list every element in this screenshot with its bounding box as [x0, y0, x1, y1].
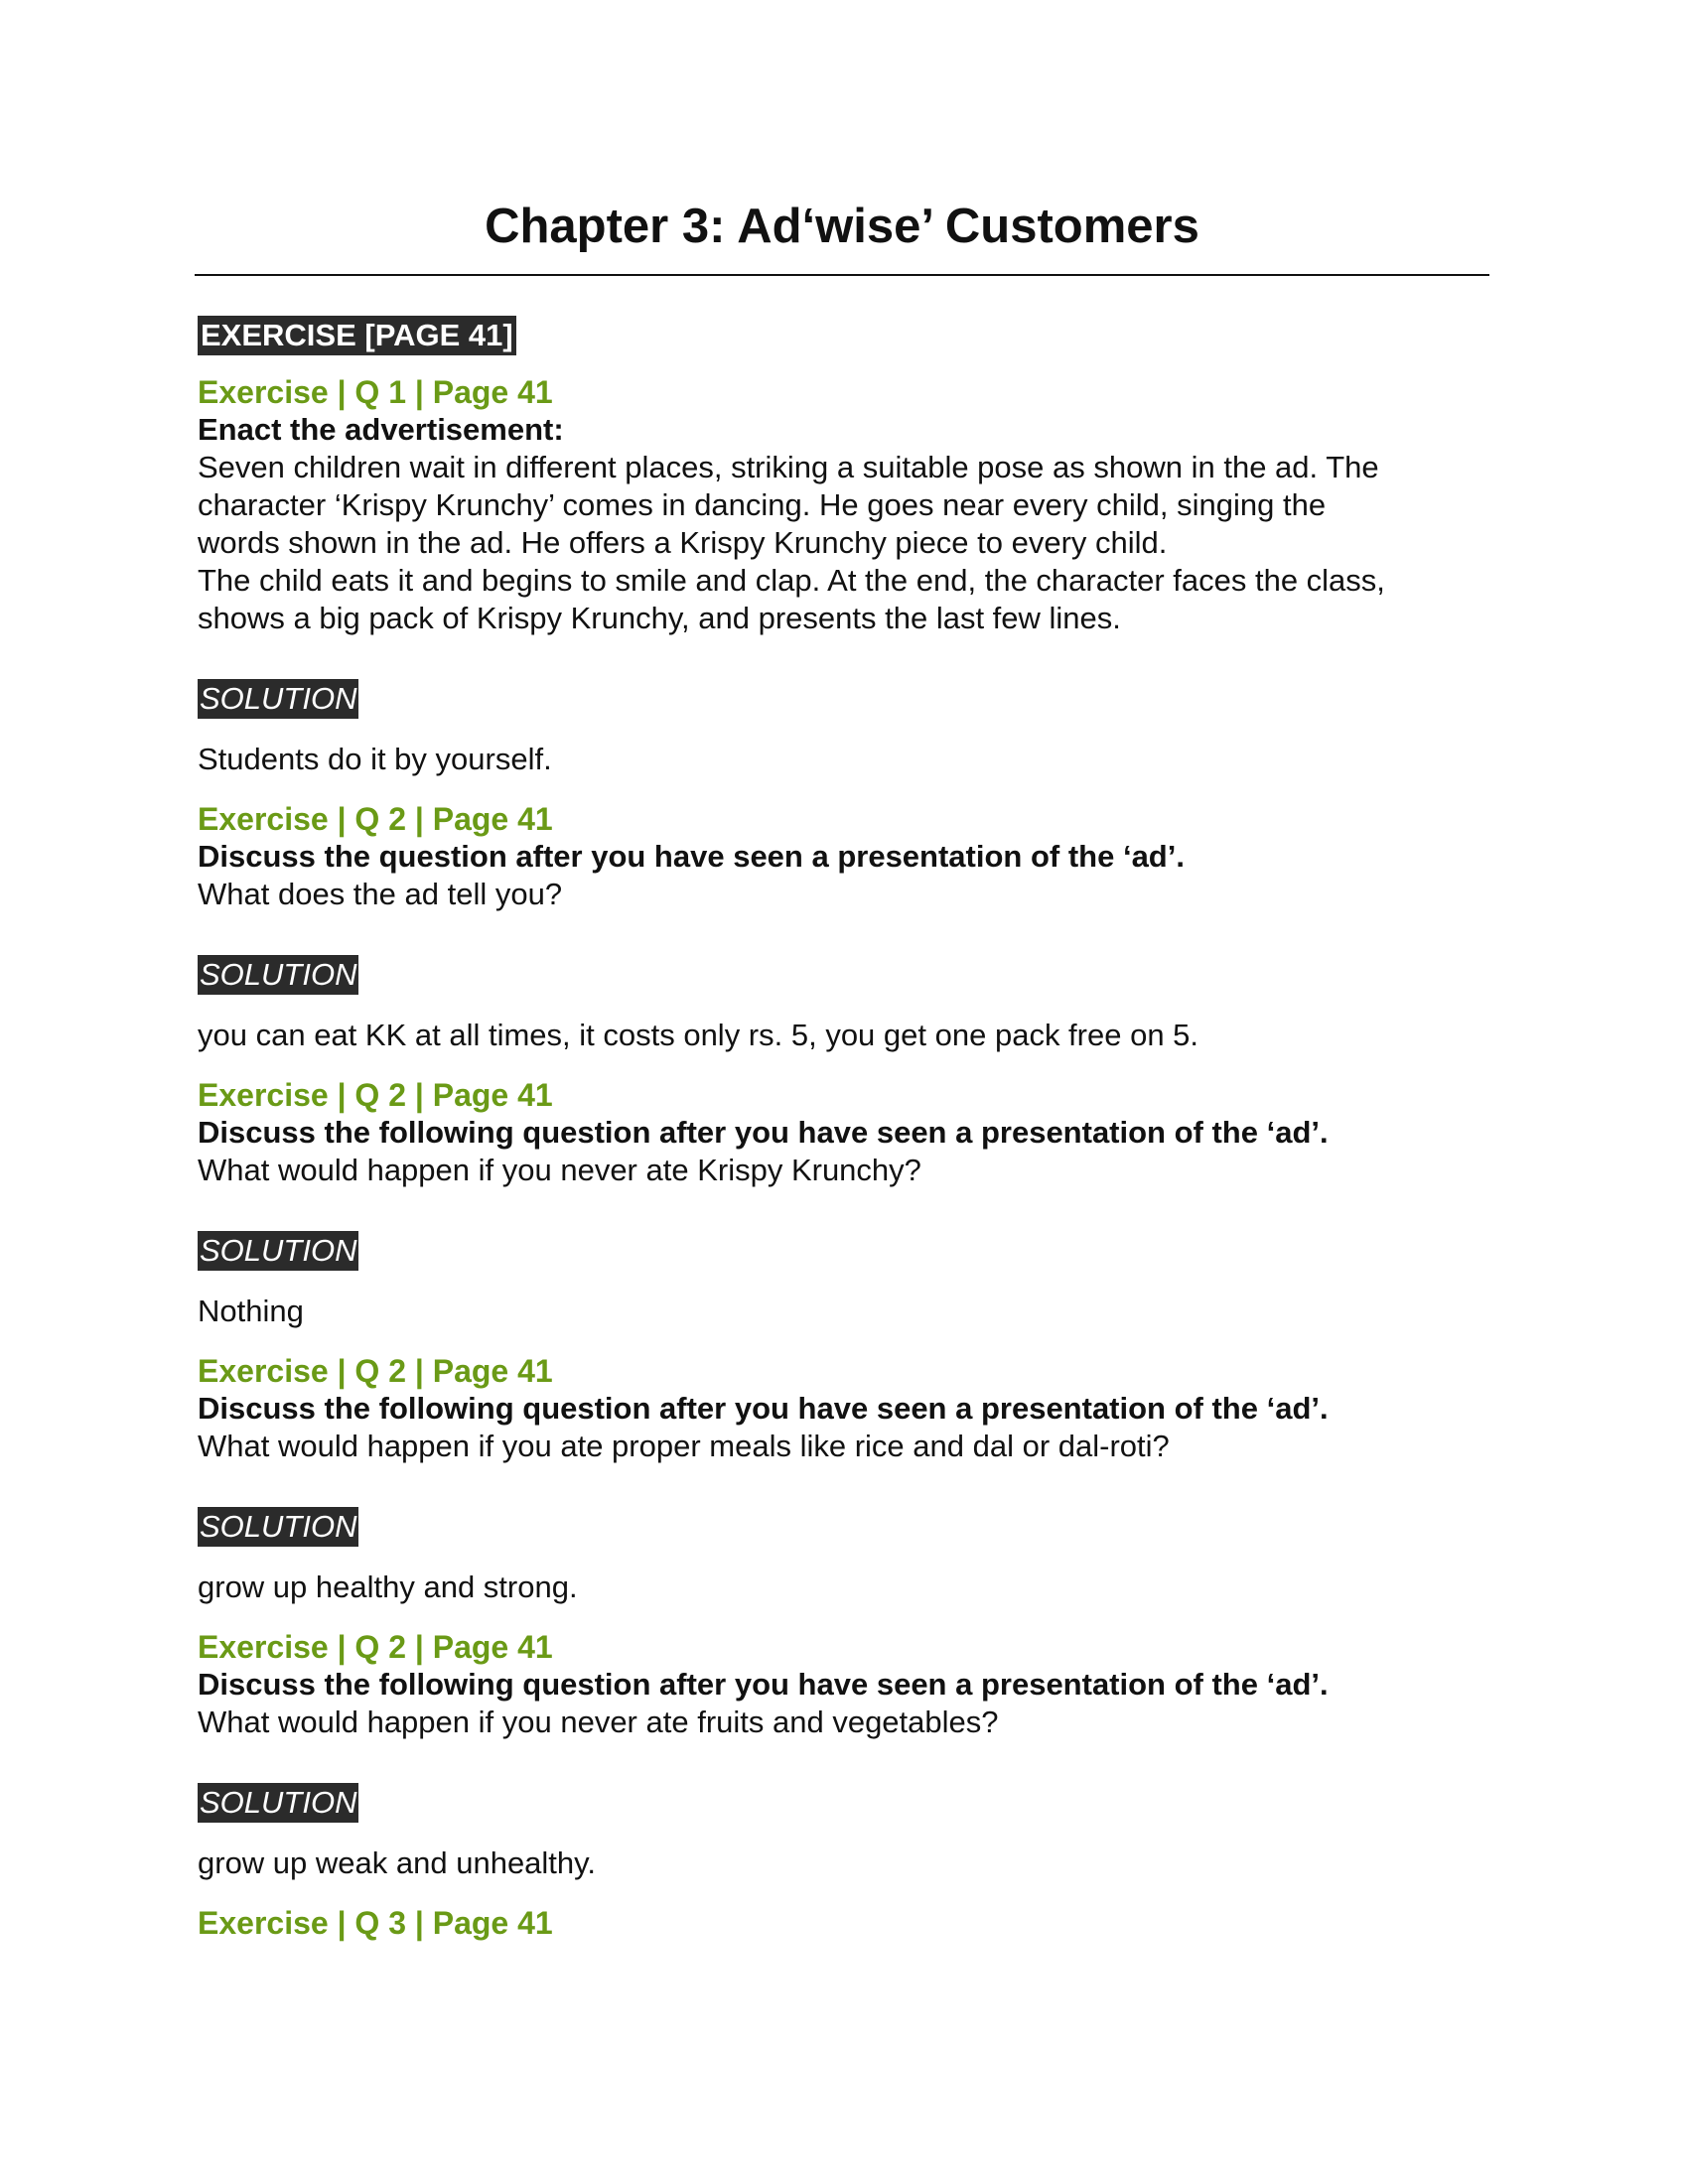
question-heading: Exercise | Q 2 | Page 41	[198, 1353, 553, 1389]
solution-badge: SOLUTION	[198, 1783, 358, 1823]
question-body-line: What would happen if you ate proper meals like rice and dal or dal-roti?	[198, 1429, 1170, 1463]
solution-text: grow up weak and unhealthy.	[198, 1845, 596, 1880]
question-body-line: Seven children wait in different places, striking a suitable pose as shown in the ad. The	[198, 450, 1379, 484]
question-prompt: Discuss the question after you have seen a presentation of the ‘ad’.	[198, 839, 1185, 874]
question-block	[198, 1352, 1488, 1606]
question-heading: Exercise | Q 3 | Page 41	[198, 1905, 553, 1941]
question-heading: Exercise | Q 2 | Page 41	[198, 1629, 553, 1665]
exercise-content	[198, 316, 1488, 1942]
question-body-line: shows a big pack of Krispy Krunchy, and presents the last few lines.	[198, 601, 1121, 635]
question-block	[198, 373, 1488, 778]
question-prompt: Enact the advertisement:	[198, 412, 564, 447]
question-heading: Exercise | Q 1 | Page 41	[198, 374, 553, 410]
question-block	[198, 1904, 1488, 1942]
question-body-line: The child eats it and begins to smile and clap. At the end, the character faces the class,	[198, 563, 1385, 598]
question-block	[198, 1076, 1488, 1330]
title-divider	[195, 274, 1489, 276]
question-prompt: Discuss the following question after you have seen a presentation of the ‘ad’.	[198, 1115, 1329, 1150]
question-prompt: Discuss the following question after you have seen a presentation of the ‘ad’.	[198, 1667, 1329, 1702]
question-block	[198, 1628, 1488, 1882]
solution-badge: SOLUTION	[198, 679, 358, 719]
section-badge: EXERCISE [PAGE 41]	[198, 316, 516, 355]
chapter-title: Chapter 3: Ad‘wise’ Customers	[485, 200, 1199, 253]
solution-text: Students do it by yourself.	[198, 742, 552, 776]
question-heading: Exercise | Q 2 | Page 41	[198, 801, 553, 837]
solution-badge: SOLUTION	[198, 1507, 358, 1547]
solution-text: grow up healthy and strong.	[198, 1570, 578, 1604]
question-heading: Exercise | Q 2 | Page 41	[198, 1077, 553, 1113]
question-body-line: What would happen if you never ate fruits and vegetables?	[198, 1705, 999, 1739]
question-body-line: words shown in the ad. He offers a Krispy Krunchy piece to every child.	[198, 525, 1168, 560]
question-body-line: character ‘Krispy Krunchy’ comes in dancing. He goes near every child, singing the	[198, 487, 1327, 522]
solution-badge: SOLUTION	[198, 955, 358, 995]
question-prompt: Discuss the following question after you have seen a presentation of the ‘ad’.	[198, 1391, 1329, 1426]
question-block	[198, 800, 1488, 1054]
solution-badge: SOLUTION	[198, 1231, 358, 1271]
question-body-line: What would happen if you never ate Krispy Krunchy?	[198, 1153, 921, 1187]
solution-text: you can eat KK at all times, it costs only rs. 5, you get one pack free on 5.	[198, 1018, 1199, 1052]
solution-text: Nothing	[198, 1294, 304, 1328]
question-body-line: What does the ad tell you?	[198, 877, 563, 911]
